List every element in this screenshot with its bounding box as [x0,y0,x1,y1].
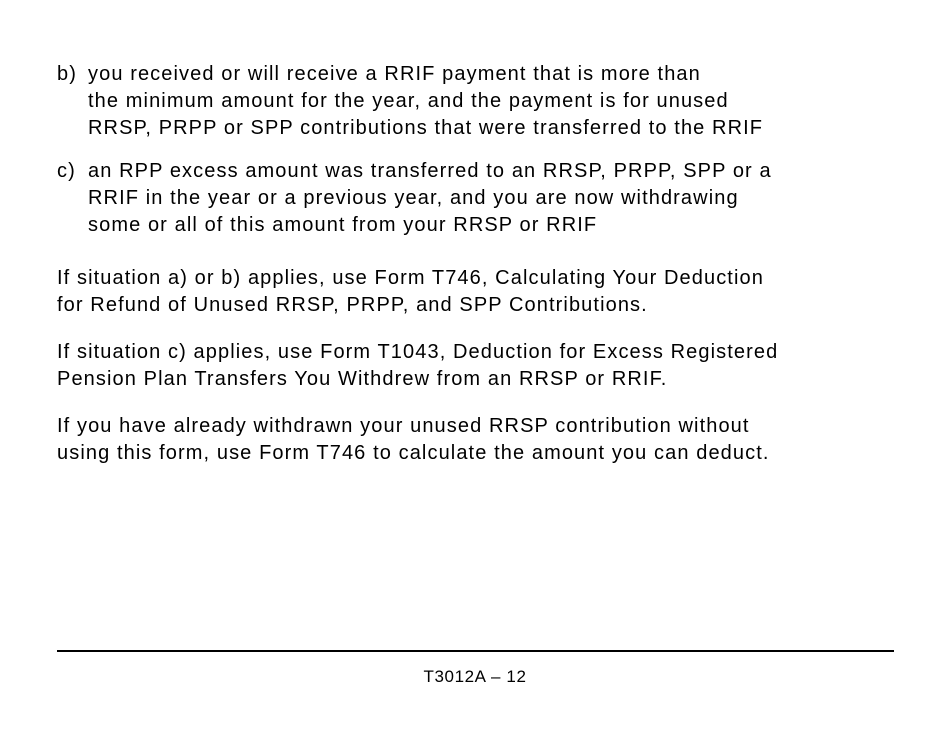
footer-divider [57,650,894,652]
paragraph-line: If situation a) or b) applies, use Form T746, Calculating Your Deduction [57,267,764,289]
paragraph-line: If you have already withdrawn your unused RRSP contribution without [57,415,750,437]
list-body-c [88,158,772,239]
page-number-label: T3012A – 12 [423,667,527,686]
document-body [57,61,907,467]
list-item-b [57,61,907,142]
list-line: some or all of this amount from your RRSP or RRIF [88,214,598,236]
paragraph-line: using this form, use Form T746 to calculate the amount you can deduct. [57,442,770,464]
paragraph-line: Pension Plan Transfers You Withdrew from an RRSP or RRIF. [57,368,668,390]
list-line: RRIF in the year or a previous year, and you are now withdrawing [88,187,739,209]
paragraph-form-t746 [57,265,907,319]
list-line: RRSP, PRPP or SPP contributions that were transferred to the RRIF [88,117,764,139]
paragraph-line: If situation c) applies, use Form T1043, Deduction for Excess Registered [57,341,779,363]
list-marker-b: b) [57,63,77,85]
list-line: an RPP excess amount was transferred to an RRSP, PRPP, SPP or a [88,160,772,182]
list-item-c [57,158,907,239]
list-marker-c: c) [57,160,76,182]
list-line: you received or will receive a RRIF payment that is more than [88,63,701,85]
paragraph-line: for Refund of Unused RRSP, PRPP, and SPP Contributions. [57,294,648,316]
paragraph-already-withdrawn [57,413,907,467]
list-line: the minimum amount for the year, and the payment is for unused [88,90,729,112]
paragraph-form-t1043 [57,339,907,393]
list-body-b [88,61,763,142]
